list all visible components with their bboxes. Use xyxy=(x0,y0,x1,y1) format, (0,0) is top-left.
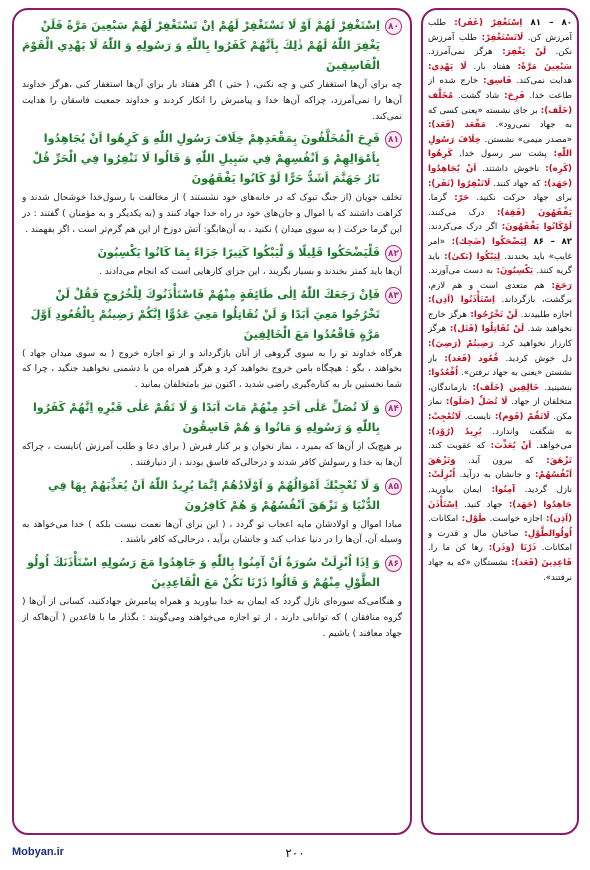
glossary-definition: نایست. xyxy=(461,412,492,423)
glossary-definition: طلب آمرزش نکن. xyxy=(428,32,572,58)
verse-number-badge: ۸۳ xyxy=(385,287,402,304)
glossary-definition: هدایت نمی‌کند. xyxy=(511,76,572,87)
glossary-definition: ایمان بیاورید. xyxy=(428,485,482,495)
glossary-term: اَنْ يُجَاهِدُوا (جَهَد): xyxy=(428,163,572,189)
glossary-entry xyxy=(428,222,572,232)
glossary-term: فَاسِق: xyxy=(478,76,512,87)
glossary-entry xyxy=(453,91,524,101)
glossary-definition: گرما. xyxy=(428,193,447,204)
glossary-term: اِسْتَأْذَنُوا (اَذِن): xyxy=(428,295,495,306)
glossary-definition: نازل گردید. xyxy=(515,485,572,495)
glossary-term: كَرِهُوا (كَرِه): xyxy=(428,149,572,174)
glossary-entry xyxy=(461,412,550,422)
verse-translation: مبادا اموال و اولادشان مایه اعجاب تو گردد ، ( این برای آن‌ها نعمت نیست بلکه ) خدا می‌خواهد به وسیله آن، آن‌ها را در دنیا عذاب کند و جانشان برآید ، درحالی‌که کافر باشند . xyxy=(22,519,402,546)
glossary-entry xyxy=(428,266,533,276)
verse-arabic xyxy=(22,16,402,76)
glossary-definition: هم متعدی است و هم لازم، برگشت، بازگرداند. xyxy=(428,280,572,306)
glossary-definition: اجازه طلبیدند. xyxy=(517,309,572,320)
glossary-panel xyxy=(421,8,579,835)
glossary-term: اِسْتَأْذَنَ (اَذِن): xyxy=(428,499,572,525)
glossary-definition: رها کن ما را. xyxy=(428,543,483,554)
glossary-term: وَتَزْهَقَ اَنْفُسُهُمْ: xyxy=(428,455,572,481)
glossary-definition: می‌خواهد. xyxy=(531,441,572,452)
glossary-definition: به شگفت واندارد. xyxy=(481,426,572,437)
glossary-term: خِلَافَ رَسُولِ اللّٰهِ: xyxy=(428,134,572,160)
glossary-entry xyxy=(428,47,546,57)
glossary-term: ذَرْنَا (وَذَر): xyxy=(482,543,537,554)
glossary-term: اُنْزِلَتْ: xyxy=(428,470,456,481)
site-watermark: Mobyan.ir xyxy=(12,846,64,858)
glossary-term: اُولُوالطَّوْلِ: xyxy=(518,528,572,539)
verse-number-badge: ۸۶ xyxy=(385,555,402,572)
glossary-definition: نماز مکن. xyxy=(428,397,572,423)
glossary-definition: امکانات. xyxy=(428,514,459,525)
verse-arabic-text: وَ لَا تُصَلِّ عَلٰى اَحَدٍ مِنْهُمْ مَاتَ اَبَدًا وَ لَا تَقُمْ عَلٰى قَبْرِهِ اِنَّهُمْ كَفَرُوا بِاللّٰهِ وَ رَسُولِهِ وَ مَاتُوا وَ هُمْ فَاسِقُونَ xyxy=(32,400,380,434)
glossary-entry xyxy=(428,208,572,218)
glossary-term: لَاتَنْفِرُوا (نَفَر): xyxy=(428,178,491,189)
glossary-term: قُعُود (قَعَد): xyxy=(437,353,499,364)
glossary-definition: درک می‌کنند. xyxy=(428,207,485,218)
glossary-definition: «امر غایب» باید بخندند. xyxy=(428,236,572,262)
verse-translation: بر هیچ‌یک از آن‌ها که بمیرد ، نماز نخوان و بر کنار قبرش ( برای دعا و طلب آمرزش )نایست ، چراکه آن‌ها به خدا و رسولش کافر شدند و درحالی‌که فاسق بودند ، از دنیارفتند . xyxy=(22,441,402,468)
glossary-term: لَوْكَانُوا يَفْقَهُونَ: xyxy=(497,222,572,233)
glossary-definition: شاد گشت. xyxy=(453,90,500,101)
verse-number-badge: ۸۱ xyxy=(385,131,402,148)
glossary-definition: اگر درک می‌کردند. xyxy=(428,222,498,233)
verse-translation: و هنگامی‌که سوره‌ای نازل گردد که ایمان به خدا بیاورید و همراه پیامبرش جهادکنید، کسانی از آن‌ها ( گروه منافقان ) که توانایی دارند ، از تو اجازه می‌خواهند ومی‌گویند : بگذار ما با قاعدین ( آن‌هاکه از جهاد معافند ) باشیم . xyxy=(22,597,402,639)
glossary-range: ۸۰ – ۸۱ xyxy=(522,18,572,28)
glossary-definition: ناخوش داشتند. xyxy=(476,163,540,174)
glossary-term: طَوْل: xyxy=(458,514,487,525)
glossary-definition: «مصدر میمی» نشستن. xyxy=(480,134,572,145)
verse-arabic xyxy=(22,476,402,516)
glossary-term: اِسْتَغْفِرْ (غَفَر): xyxy=(446,18,523,28)
verse-block xyxy=(22,129,402,238)
verse-translation: تخلف جویان (از جنگ تبوک که در خانه‌های خود نشستند ) از مخالفت با رسول‌خدا خوشحال شدند و کراهت داشتند که با اموال و جان‌های خود در راه خدا جهاد کنند و (به یکدیگر و به مؤمنان ) گفتند : در این گرما حرکت ( به سوی میدان ) نکنید ، به آن‌هابگو: آتش دوزخ از این هم گرم‌تر است ، اگر بفهمند . xyxy=(22,193,402,235)
verse-arabic-text: وَ لَا تُعْجِبْكَ اَمْوَالُهُمْ وَ اَوْلَادُهُمْ اِنَّمَا يُرِيدُ اللّٰهُ اَنْ يُعَذِّبَهُمْ بِهَا فِي الدُّنْيَا وَ تَزْهَقَ اَنْفُسُهُمْ وَ هُمْ كَافِرُونَ xyxy=(48,478,380,512)
glossary-entry xyxy=(428,514,486,524)
glossary-definition: باید گریه کنند. xyxy=(428,251,572,277)
verse-arabic-text: فَرِحَ الْمُخَلَّفُونَ بِمَقْعَدِهِمْ خِلَافَ رَسُولِ اللّٰهِ وَ كَرِهُوا اَنْ يُجَاهِدُوا بِاَمْوَالِهِمْ وَ اَنْفُسِهِمْ فِي سَبِيلِ اللّٰهِ وَ قَالُوا لَا تَنْفِرُوا فِي الْحَرِّ قُلْ نَارُ جَهَنَّمَ اَشَدُّ حَرًّا لَوْ كَانُوا يَفْقَهُونَ xyxy=(32,132,380,186)
glossary-term: قَاعِدِينَ (قَعَد): xyxy=(507,557,572,568)
verse-block xyxy=(22,398,402,472)
glossary-definition: به دست می‌آورند. xyxy=(428,266,494,277)
glossary-definition: باز نشستن «یعنی به جهاد نرفتن». xyxy=(428,353,572,379)
glossary-definition: جهاد کنید. xyxy=(457,499,503,510)
glossary-definition: که جهاد کنند. xyxy=(490,178,541,189)
verse-arabic xyxy=(22,553,402,593)
glossary-definition: هرگز خارج نخواهید شد. xyxy=(428,309,572,335)
glossary-term: آمِنُوا: xyxy=(481,485,516,495)
verse-block xyxy=(22,553,402,642)
glossary-term: اُقْعُدُوا: xyxy=(428,368,459,379)
glossary-term: لَنْ يَغْفِرَ: xyxy=(492,47,547,58)
glossary-term: مُخَلَّف (خَلَف): xyxy=(428,90,572,116)
glossary-entry xyxy=(467,62,572,72)
glossary-entry xyxy=(428,543,536,553)
glossary-term: رَجَعَ: xyxy=(544,280,572,291)
glossary-term: لَاتَسْتَغْفِرْ: xyxy=(476,32,524,43)
glossary-definition: دل خوش کردید. xyxy=(498,353,572,364)
glossary-term: حَرّ: xyxy=(446,193,470,204)
glossary-term: لَنْ تُقَاتِلُوا (قَتَل): xyxy=(446,324,525,335)
glossary-term: يَكْسِبُونَ: xyxy=(493,266,534,277)
glossary-term: لَا تُصَلِّ (صَلَو): xyxy=(442,397,508,408)
verse-arabic-text: اِسْتَغْفِرْ لَهُمْ اَوْ لَا تَسْتَغْفِرْ لَهُمْ اِنْ تَسْتَغْفِرْ لَهُمْ سَبْعِينَ مَرَّةً فَلَنْ يَغْفِرَ اللّٰهُ لَهُمْ ذٰلِكَ بِاَنَّهُمْ كَفَرُوا بِاللّٰهِ وَ رَسُولِهِ وَ اللّٰهُ لَا يَهْدِي الْقَوْمَ الْفَاسِقِينَ xyxy=(22,19,380,72)
verse-arabic-text: فَلْيَضْحَكُوا قَلِيلًا وَ لْيَبْكُوا كَثِيرًا جَزَاءً بِمَا كَانُوا يَكْسِبُونَ xyxy=(97,245,380,259)
glossary-entry xyxy=(458,500,572,510)
verse-arabic xyxy=(22,129,402,189)
verse-number-badge: ۸۲ xyxy=(385,245,402,262)
glossary-term: لَا يَهْدِي: xyxy=(428,61,467,72)
glossary-definition: که بیرون آید. xyxy=(455,455,534,466)
verses-panel xyxy=(12,8,412,835)
verse-arabic-text: فَاِنْ رَجَعَكَ اللّٰهُ اِلٰى طَائِفَةٍ مِنْهُمْ فَاسْتَأْذَنُوكَ لِلْخُرُوجِ فَقُلْ لَنْ تَخْرُجُوا مَعِيَ اَبَدًا وَ لَنْ تُقَاتِلُوا مَعِيَ عَدُوًّا اِنَّكُمْ رَضِيتُمْ بِالْقُعُودِ اَوَّلَ مَرَّةٍ فَاقْعُدُوا مَعَ الْخَالِفِينَ xyxy=(30,287,380,341)
glossary-entry xyxy=(428,193,469,203)
glossary-term: لَاتُعْجِبْ: xyxy=(428,412,462,423)
glossary-definition: برای جهاد حرکت نکنید. xyxy=(469,193,572,204)
glossary-definition: هرگز نمی‌آمرزد. xyxy=(428,47,493,58)
glossary-definition: هفتاد بار. xyxy=(466,61,511,72)
glossary-term: لِيَضْحَكُوا (ضَحِك): xyxy=(445,236,527,247)
verse-translation: چه برای آن‌ها استغفار کنی و چه نکنی، ( حتی ) اگر هفتاد بار برای آن‌ها استغفار کنی ،هرگز خداوند آن‌ها را نمی‌آمرزد، چراکه آن‌ها خدا و پیامبرش را انکار کردند و خداوند جمعیت فاسقان را هدایت نمی‌کند. xyxy=(22,80,402,122)
glossary-term: لَنْ تَخْرُجُوا: xyxy=(466,309,518,320)
glossary-text xyxy=(428,16,572,827)
glossary-definition: و جانشان به درآید. xyxy=(455,470,531,481)
glossary-entry xyxy=(428,441,531,451)
glossary-term: لِيَبْكُوا (بَكىٰ): xyxy=(439,251,501,262)
verse-translation: هرگاه خداوند تو را به سوی گروهی از آنان بازگرداند و از تو اجازه خروج ( به سوی میدان جهاد ) بخواهند ، بگو : هیچگاه بامن خروج نخواهید کرد و هرگز همراه من با دشمنی نخواهید جنگید ، چرا که شما نخستین بار به کناره‌گیری راضی شدید ، اکنون نیز بامتخلفان بمانید . xyxy=(22,348,402,391)
verse-number-badge: ۸۵ xyxy=(385,478,402,495)
glossary-definition: نشستگان «که به جهاد نرفتند». xyxy=(428,557,572,583)
glossary-definition: خارج شده از طاعت خدا. xyxy=(428,76,572,101)
glossary-term: فَرِحَ: xyxy=(499,90,525,101)
glossary-term: يُرِيدُ (رُوْد): xyxy=(428,426,482,437)
verse-block xyxy=(22,243,402,281)
verse-arabic xyxy=(22,285,402,345)
glossary-term: لَاتَقُمْ (قَوَم): xyxy=(491,412,550,423)
glossary-term: تَزْهَقَ: xyxy=(533,455,572,466)
glossary-definition: صاحبان مال و قدرت و امکانات. xyxy=(428,528,572,554)
glossary-term: مَقْعَد (قَعَد): xyxy=(428,120,486,131)
glossary-range: ۸۲ – ۸۶ xyxy=(526,236,572,247)
glossary-definition: طلب آمرزش کن. xyxy=(428,18,572,43)
glossary-entry xyxy=(456,456,572,466)
glossary-definition: پشت سر رسول خدا. xyxy=(452,149,547,160)
glossary-definition: بنشینید. xyxy=(539,382,572,393)
glossary-term: رَضِيتُمْ (رَضِيَ): xyxy=(428,339,494,350)
glossary-definition: اجازه خواست. xyxy=(486,514,543,525)
verse-translation: آن‌ها باید کمتر بخندند و بسیار بگریند ، این جزای کارهایی است که انجام می‌دادند . xyxy=(99,266,402,277)
verses-list xyxy=(22,16,402,827)
glossary-definition: که عقوبت کند. xyxy=(428,441,486,452)
verse-arabic-text: وَ اِذَا اُنْزِلَتْ سُورَةٌ اَنْ آمِنُوا بِاللّٰهِ وَ جَاهِدُوا مَعَ رَسُولِهِ اسْتَأْذَنَكَ اُولُو الطَّوْلِ مِنْهُمْ وَ قَالُوا ذَرْنَا نَكُنْ مَعَ الْقَاعِدِينَ xyxy=(27,556,380,590)
glossary-term: سَبْعِينَ مَرَّةً: xyxy=(510,61,572,72)
verse-arabic xyxy=(22,243,402,263)
glossary-definition: بازماندگان، متخلفان از جهاد. xyxy=(428,382,572,408)
verse-number-badge: ۸۰ xyxy=(385,18,402,35)
verse-number-badge: ۸۴ xyxy=(385,400,402,417)
glossary-definition: بر جای نشسته «یعنی کسی که به جهاد نمی‌رود». xyxy=(428,105,572,131)
glossary-term: يَفْقَهُونَ (فَقِهَ): xyxy=(484,207,572,218)
verse-arabic xyxy=(22,398,402,438)
verse-block xyxy=(22,476,402,550)
glossary-term: خَالِفِين (خَلَف): xyxy=(467,382,540,393)
page-number: ۲۰۰ xyxy=(285,846,305,860)
verse-block xyxy=(22,16,402,125)
glossary-entry xyxy=(428,558,572,583)
glossary-definition: هرگز کارزار نخواهید کرد. xyxy=(428,324,572,350)
glossary-entry xyxy=(428,485,515,495)
glossary-term: اَنْ يُعَذِّبَ: xyxy=(485,441,532,452)
verse-block xyxy=(22,285,402,394)
glossary-term: جَاهِدُوا (جَهَد): xyxy=(502,499,572,510)
